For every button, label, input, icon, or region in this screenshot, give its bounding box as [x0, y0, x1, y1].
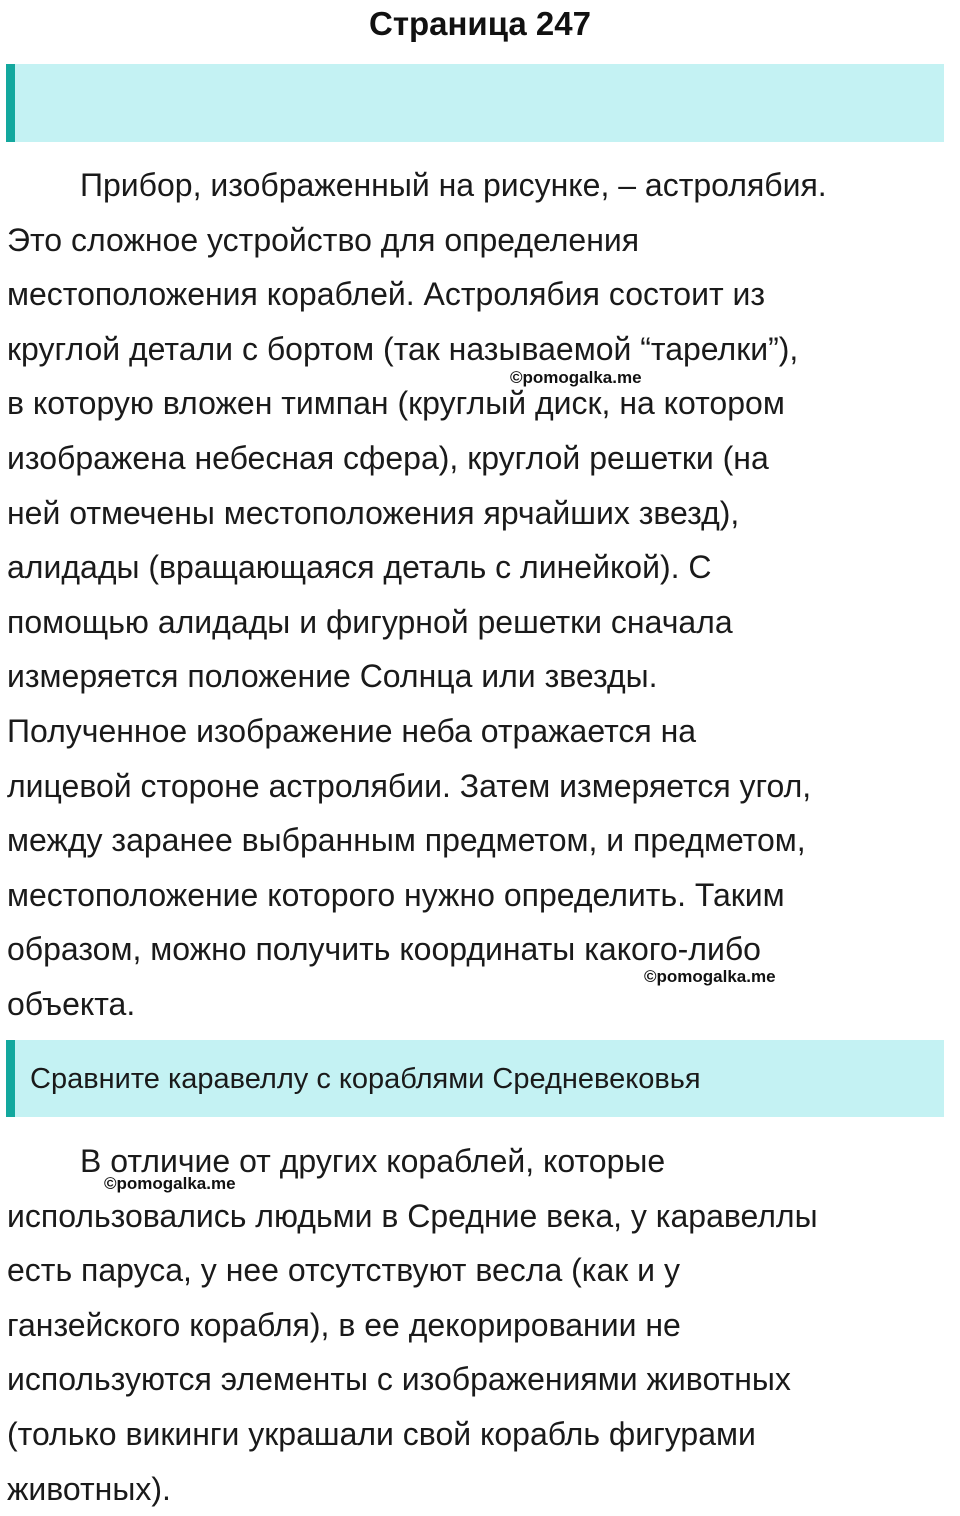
watermark: ©pomogalka.me	[104, 1174, 236, 1193]
question-box-1	[6, 64, 944, 142]
answer-line: есть паруса, у нее отсутствуют весла (как и у	[7, 1252, 680, 1289]
answer-line: образом, можно получить координаты какого-либо	[7, 931, 761, 968]
watermark: ©pomogalka.me	[510, 368, 642, 387]
answer-line: животных).	[7, 1470, 171, 1507]
question-box-2	[6, 1040, 944, 1117]
answer-line: Прибор, изображенный на рисунке, – астролябия.	[80, 167, 827, 203]
answer-line: В отличие от других кораблей, которые	[80, 1143, 666, 1179]
answer-line: местоположение которого нужно определить. Таким	[7, 876, 785, 913]
answer-line: измеряется положение Солнца или звезды.	[7, 658, 658, 695]
answer-line: между заранее выбранным предметом, и предметом,	[7, 822, 806, 859]
answer-line: ганзейского корабля), в ее декорировании не	[7, 1306, 681, 1343]
answer-line: изображена небесная сфера), круглой решетки (на	[7, 439, 769, 476]
page-title: Страница 247	[369, 5, 591, 42]
answer-line: ней отмечены местоположения ярчайших звезд),	[7, 494, 740, 531]
answer-line: Это сложное устройство для определения	[7, 221, 640, 258]
answer-line: круглой детали с бортом (так называемой “тарелки”),	[7, 330, 799, 367]
answer-line: местоположения кораблей. Астролябия состоит из	[7, 276, 766, 313]
watermark: ©pomogalka.me	[644, 967, 776, 986]
answer-line: используются элементы с изображениями животных	[7, 1361, 791, 1398]
answer-line: объекта.	[7, 985, 136, 1022]
question-text-2: Сравните каравеллу с кораблями Средневековья	[30, 1063, 701, 1095]
answer-line: алидады (вращающаяся деталь с линейкой). С	[7, 549, 712, 586]
answer-line: помощью алидады и фигурной решетки сначала	[7, 603, 733, 640]
answer-line: Полученное изображение неба отражается на	[7, 712, 697, 749]
answer-paragraph-1	[7, 158, 957, 1032]
answer-line: использовались людьми в Средние века, у каравеллы	[7, 1197, 818, 1234]
answer-line: в которую вложен тимпан (круглый диск, на котором	[7, 385, 785, 422]
answer-line: (только викинги украшали свой корабль фигурами	[7, 1415, 756, 1452]
answer-line: лицевой стороне астролябии. Затем измеряется угол,	[7, 767, 812, 804]
